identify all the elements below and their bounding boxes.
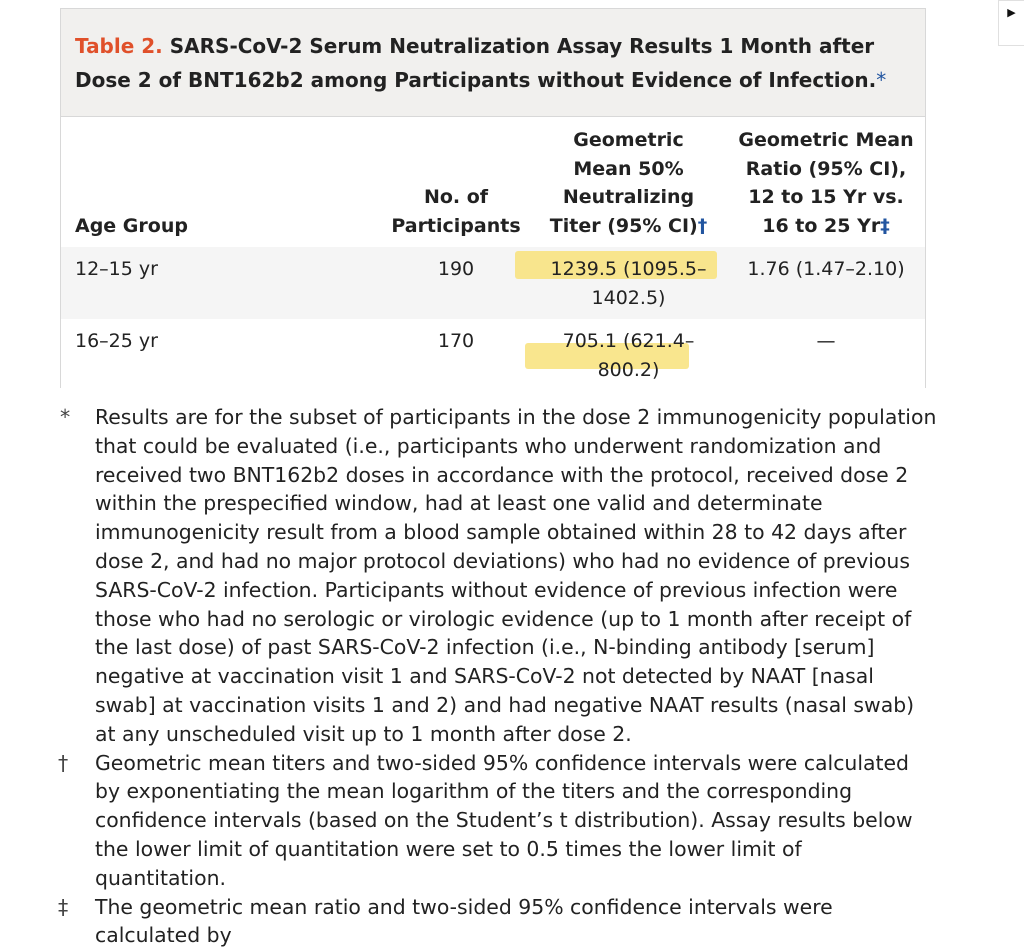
table-title: SARS-CoV-2 Serum Neutralization Assay Results 1 Month after Dose 2 of BNT162b2 among Participants without Evidence of Infection. <box>75 34 877 92</box>
footnote-text: Geometric mean titers and two-sided 95% confidence intervals were calculated by exponentiating the mean logarithm of the titers and the corresponding confidence intervals (based on the Student’s t distribution). Assay results below the lower limit of quantitation were set to 0.5 times the lower limit of quantitation. <box>95 750 913 890</box>
cell-gmr: — <box>816 330 836 352</box>
footnote-text: Results are for the subset of participants in the dose 2 immunogenicity population that could be evaluated (i.e., participants who underwent randomization and received two BNT162b2 doses in accordance with the protocol, received dose 2 within the prespecified window, had at least one valid and determinate immunogenicity result from a blood sample obtained within 28 to 42 days after dose 2, and had no major protocol deviations) who had no evidence of previous SARS-CoV-2 infection. Participants without evidence of previous infection were those who had no serologic or virologic evidence (up to 1 month after receipt of the last dose) of past SARS-CoV-2 infection (i.e., N-binding antibody [serum] negative at vaccination visit 1 and SARS-CoV-2 not detected by NAAT [nasal swab] at vaccination visits 1 and 2) and had negative NAAT results (nasal swab) at any unscheduled visit up to 1 month after dose 2. <box>95 405 937 746</box>
table-row <box>61 247 925 319</box>
gmt-footnote-mark[interactable]: † <box>697 214 708 237</box>
header-age-group: Age Group <box>75 215 188 237</box>
header-gmr-label: Geometric Mean Ratio (95% CI), 12 to 15 Yr vs. 16 to 25 Yr <box>738 129 914 237</box>
footnote <box>58 893 938 950</box>
table-caption <box>61 9 925 117</box>
gmr-footnote-mark[interactable]: ‡ <box>880 214 890 237</box>
header-gmr <box>733 126 919 240</box>
cell-age-group: 12–15 yr <box>75 258 158 280</box>
cell-participants: 190 <box>437 258 475 280</box>
expand-panel-button[interactable] <box>998 0 1024 46</box>
cell-participants: 170 <box>437 330 475 352</box>
footnote <box>58 749 938 893</box>
table-row <box>61 319 925 389</box>
title-footnote-mark[interactable]: * <box>876 68 887 92</box>
header-gmt-label: Geometric Mean 50% Neutralizing Titer (95% CI) <box>549 129 698 237</box>
header-participants: No. of Participants <box>391 186 521 237</box>
table-panel <box>60 8 926 388</box>
play-arrow-icon: ▶ <box>1007 6 1016 19</box>
table-label: Table 2. <box>75 34 163 58</box>
footnote-symbol: ‡ <box>58 894 69 919</box>
footnote-symbol: † <box>58 750 69 775</box>
header-gmt <box>541 126 716 240</box>
cell-gmt-value: 705.1 (621.4–800.2) <box>562 330 695 381</box>
cell-age-group: 16–25 yr <box>75 330 158 352</box>
footnote-symbol: * <box>60 405 71 429</box>
footnote <box>58 403 938 749</box>
cell-gmt <box>541 255 716 313</box>
cell-gmr: 1.76 (1.47–2.10) <box>747 258 905 280</box>
footnotes <box>58 403 938 950</box>
cell-gmt <box>541 327 716 385</box>
cell-gmt-value: 1239.5 (1095.5–1402.5) <box>550 258 707 309</box>
footnote-text: The geometric mean ratio and two-sided 95% confidence intervals were calculated by <box>95 894 833 948</box>
